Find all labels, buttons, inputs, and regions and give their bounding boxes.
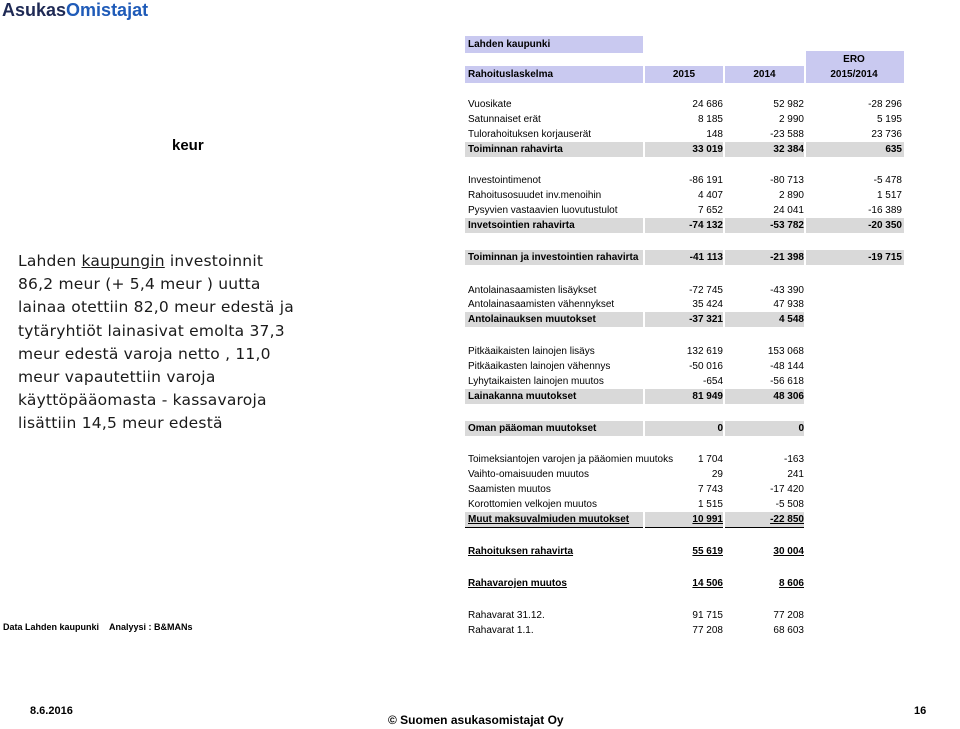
row-label: Vaihto-omaisuuden muutos	[468, 469, 589, 480]
table-row	[465, 452, 905, 467]
table-row	[465, 97, 905, 112]
table-header-row	[465, 67, 905, 82]
cell-2015: 132 619	[686, 346, 723, 357]
cell-ero: -20 350	[868, 220, 902, 231]
row-label: Antolainasaamisten vähennykset	[468, 299, 615, 310]
row-label: Saamisten muutos	[468, 484, 551, 495]
table-row	[465, 389, 905, 404]
analysis-text: Analyysi : B&MANs	[109, 622, 193, 632]
table-row	[465, 250, 905, 265]
col-2015: 2015	[672, 69, 696, 80]
cell-2014: 68 603	[773, 625, 804, 636]
table-row	[465, 544, 905, 559]
table-row	[465, 142, 905, 157]
table-row	[465, 297, 905, 312]
cell-ero: 5 195	[876, 114, 902, 125]
cell-2014: -21 398	[770, 252, 804, 263]
cell-2014: 30 004	[773, 546, 804, 557]
footer-date: 8.6.2016	[30, 705, 73, 717]
row-label: Pysyvien vastaavien luovutustulot	[468, 205, 618, 216]
table-row	[465, 623, 905, 638]
row-label: Toiminnan rahavirta	[468, 144, 563, 155]
cell-2014: 153 068	[767, 346, 804, 357]
cell-2014: -48 144	[770, 361, 804, 372]
row-label: Oman pääoman muutokset	[468, 423, 597, 434]
cell-2014: 52 982	[773, 99, 804, 110]
cell-2014: 2 990	[778, 114, 804, 125]
table-row	[465, 497, 905, 512]
row-label: Muut maksuvalmiuden muutokset	[468, 514, 630, 525]
cell-2015: -654	[702, 376, 723, 387]
cell-ero: -19 715	[868, 252, 902, 263]
cell-2015: -37 321	[689, 314, 723, 325]
row-label: Lainakanna muutokset	[468, 391, 577, 402]
summary-post: investoinnit 86,2 meur (+ 5,4 meur ) uutta lainaa otettiin 82,0 meur edestä ja tytäryhtiöt lainasivat emolta 37,3 meur edestä varoja netto , 11,0 meur vapautettiin varoja käyttöpääomasta - kassavaroja lisättiin 14,5 meur edestä	[18, 252, 294, 433]
copyright: © Suomen asukasomistajat Oy	[388, 713, 564, 727]
cell-2014: 77 208	[773, 610, 804, 621]
summary-pre: Lahden	[18, 252, 82, 270]
source-text: Data Lahden kaupunki	[3, 622, 100, 632]
cell-2015: 0	[717, 423, 723, 434]
table-row	[465, 374, 905, 389]
row-label: Rahavarojen muutos	[468, 578, 567, 589]
table-row	[465, 482, 905, 497]
table-row	[465, 112, 905, 127]
row-label: Toimeksiantojen varojen ja pääomien muutoks	[468, 454, 674, 465]
cell-2015: 14 506	[692, 578, 723, 589]
table-row	[465, 512, 905, 527]
cell-2015: 33 019	[692, 144, 723, 155]
table-row	[465, 218, 905, 233]
cell-ero: -28 296	[868, 99, 902, 110]
cell-2014: 241	[787, 469, 804, 480]
cell-2014: -23 588	[770, 129, 804, 140]
cell-2015: 7 743	[697, 484, 723, 495]
cell-2014: 8 606	[778, 578, 804, 589]
cell-ero: -16 389	[868, 205, 902, 216]
cell-2014: -22 850	[770, 514, 804, 525]
page-number: 16	[914, 705, 927, 717]
cell-2015: 77 208	[692, 625, 723, 636]
cell-2015: 148	[706, 129, 723, 140]
row-label: Investointimenot	[468, 175, 541, 186]
cell-2015: -72 745	[689, 285, 723, 296]
row-label: Rahavarat 1.1.	[468, 625, 534, 636]
cell-2014: -56 618	[770, 376, 804, 387]
unit-label: keur	[172, 137, 204, 154]
row-label: Pitkäaikasten lainojen vähennys	[468, 361, 611, 372]
cell-2014: 47 938	[773, 299, 804, 310]
cell-2015: 10 991	[692, 514, 723, 525]
cell-2015: 1 704	[697, 454, 723, 465]
cell-2015: 1 515	[697, 499, 723, 510]
row-label: Invetsointien rahavirta	[468, 220, 575, 231]
table-row	[465, 344, 905, 359]
cell-ero: 635	[885, 144, 902, 155]
table-row	[465, 312, 905, 327]
cell-2015: -74 132	[689, 220, 723, 231]
cell-2015: -86 191	[689, 175, 723, 186]
col-2014: 2014	[753, 69, 776, 80]
cell-2015: 4 407	[697, 190, 723, 201]
table-row	[465, 359, 905, 374]
cell-2014: 32 384	[773, 144, 804, 155]
cell-2015: -50 016	[689, 361, 723, 372]
cell-2015: -41 113	[689, 252, 723, 263]
cell-2014: 4 548	[778, 314, 804, 325]
table-row	[465, 188, 905, 203]
cell-ero: 23 736	[871, 129, 902, 140]
cell-2014: -43 390	[770, 285, 804, 296]
row-label: Antolainauksen muutokset	[468, 314, 596, 325]
col-ero: 2015/2014	[830, 69, 878, 80]
footer-source	[3, 622, 193, 632]
table-row	[465, 173, 905, 188]
cell-2014: 48 306	[773, 391, 804, 402]
cell-2015: 35 424	[692, 299, 723, 310]
cell-2014: 2 890	[778, 190, 804, 201]
cell-2014: -80 713	[770, 175, 804, 186]
brand-logo	[2, 0, 148, 21]
row-label: Lyhytaikaisten lainojen muutos	[468, 376, 604, 387]
col-ero-top: ERO	[843, 54, 865, 65]
table-row	[465, 467, 905, 482]
cell-2015: 24 686	[692, 99, 723, 110]
cell-2015: 29	[711, 469, 723, 480]
row-label: Rahoituksen rahavirta	[468, 546, 574, 557]
table-row	[465, 421, 905, 436]
ero-top-row	[465, 52, 905, 67]
row-label: Antolainasaamisten lisäykset	[468, 285, 597, 296]
row-label: Rahavarat 31.12.	[468, 610, 545, 621]
row-label: Pitkäaikaisten lainojen lisäys	[468, 346, 595, 357]
table-title: Rahoituslaskelma	[468, 69, 554, 80]
table-row	[465, 283, 905, 298]
cell-2015: 8 185	[697, 114, 723, 125]
cell-2015: 81 949	[692, 391, 723, 402]
table-row	[465, 127, 905, 142]
row-label: Tulorahoituksen korjauserät	[468, 129, 592, 140]
row-label: Toiminnan ja investointien rahavirta	[468, 252, 639, 263]
cell-2015: 55 619	[692, 546, 723, 557]
cell-2014: -163	[783, 454, 804, 465]
table-row	[465, 203, 905, 218]
row-label: Vuosikate	[468, 99, 512, 110]
cell-2015: 91 715	[692, 610, 723, 621]
cell-2015: 7 652	[697, 205, 723, 216]
row-label: Korottomien velkojen muutos	[468, 499, 597, 510]
summary-text	[18, 250, 296, 436]
row-label: Rahoitusosuudet inv.menoihin	[468, 190, 602, 201]
cell-ero: 1 517	[876, 190, 902, 201]
summary-underlined: kaupungin	[81, 252, 165, 270]
brand-part-1: Asukas	[2, 0, 67, 20]
cell-2014: 0	[798, 423, 804, 434]
brand-part-2: Omistajat	[66, 0, 149, 20]
cell-2014: 24 041	[773, 205, 804, 216]
cell-2014: -17 420	[770, 484, 804, 495]
cell-2014: -5 508	[775, 499, 804, 510]
cell-ero: -5 478	[873, 175, 902, 186]
table-row	[465, 608, 905, 623]
table-row	[465, 576, 905, 591]
row-label: Satunnaiset erät	[468, 114, 541, 125]
cell-2014: -53 782	[770, 220, 804, 231]
